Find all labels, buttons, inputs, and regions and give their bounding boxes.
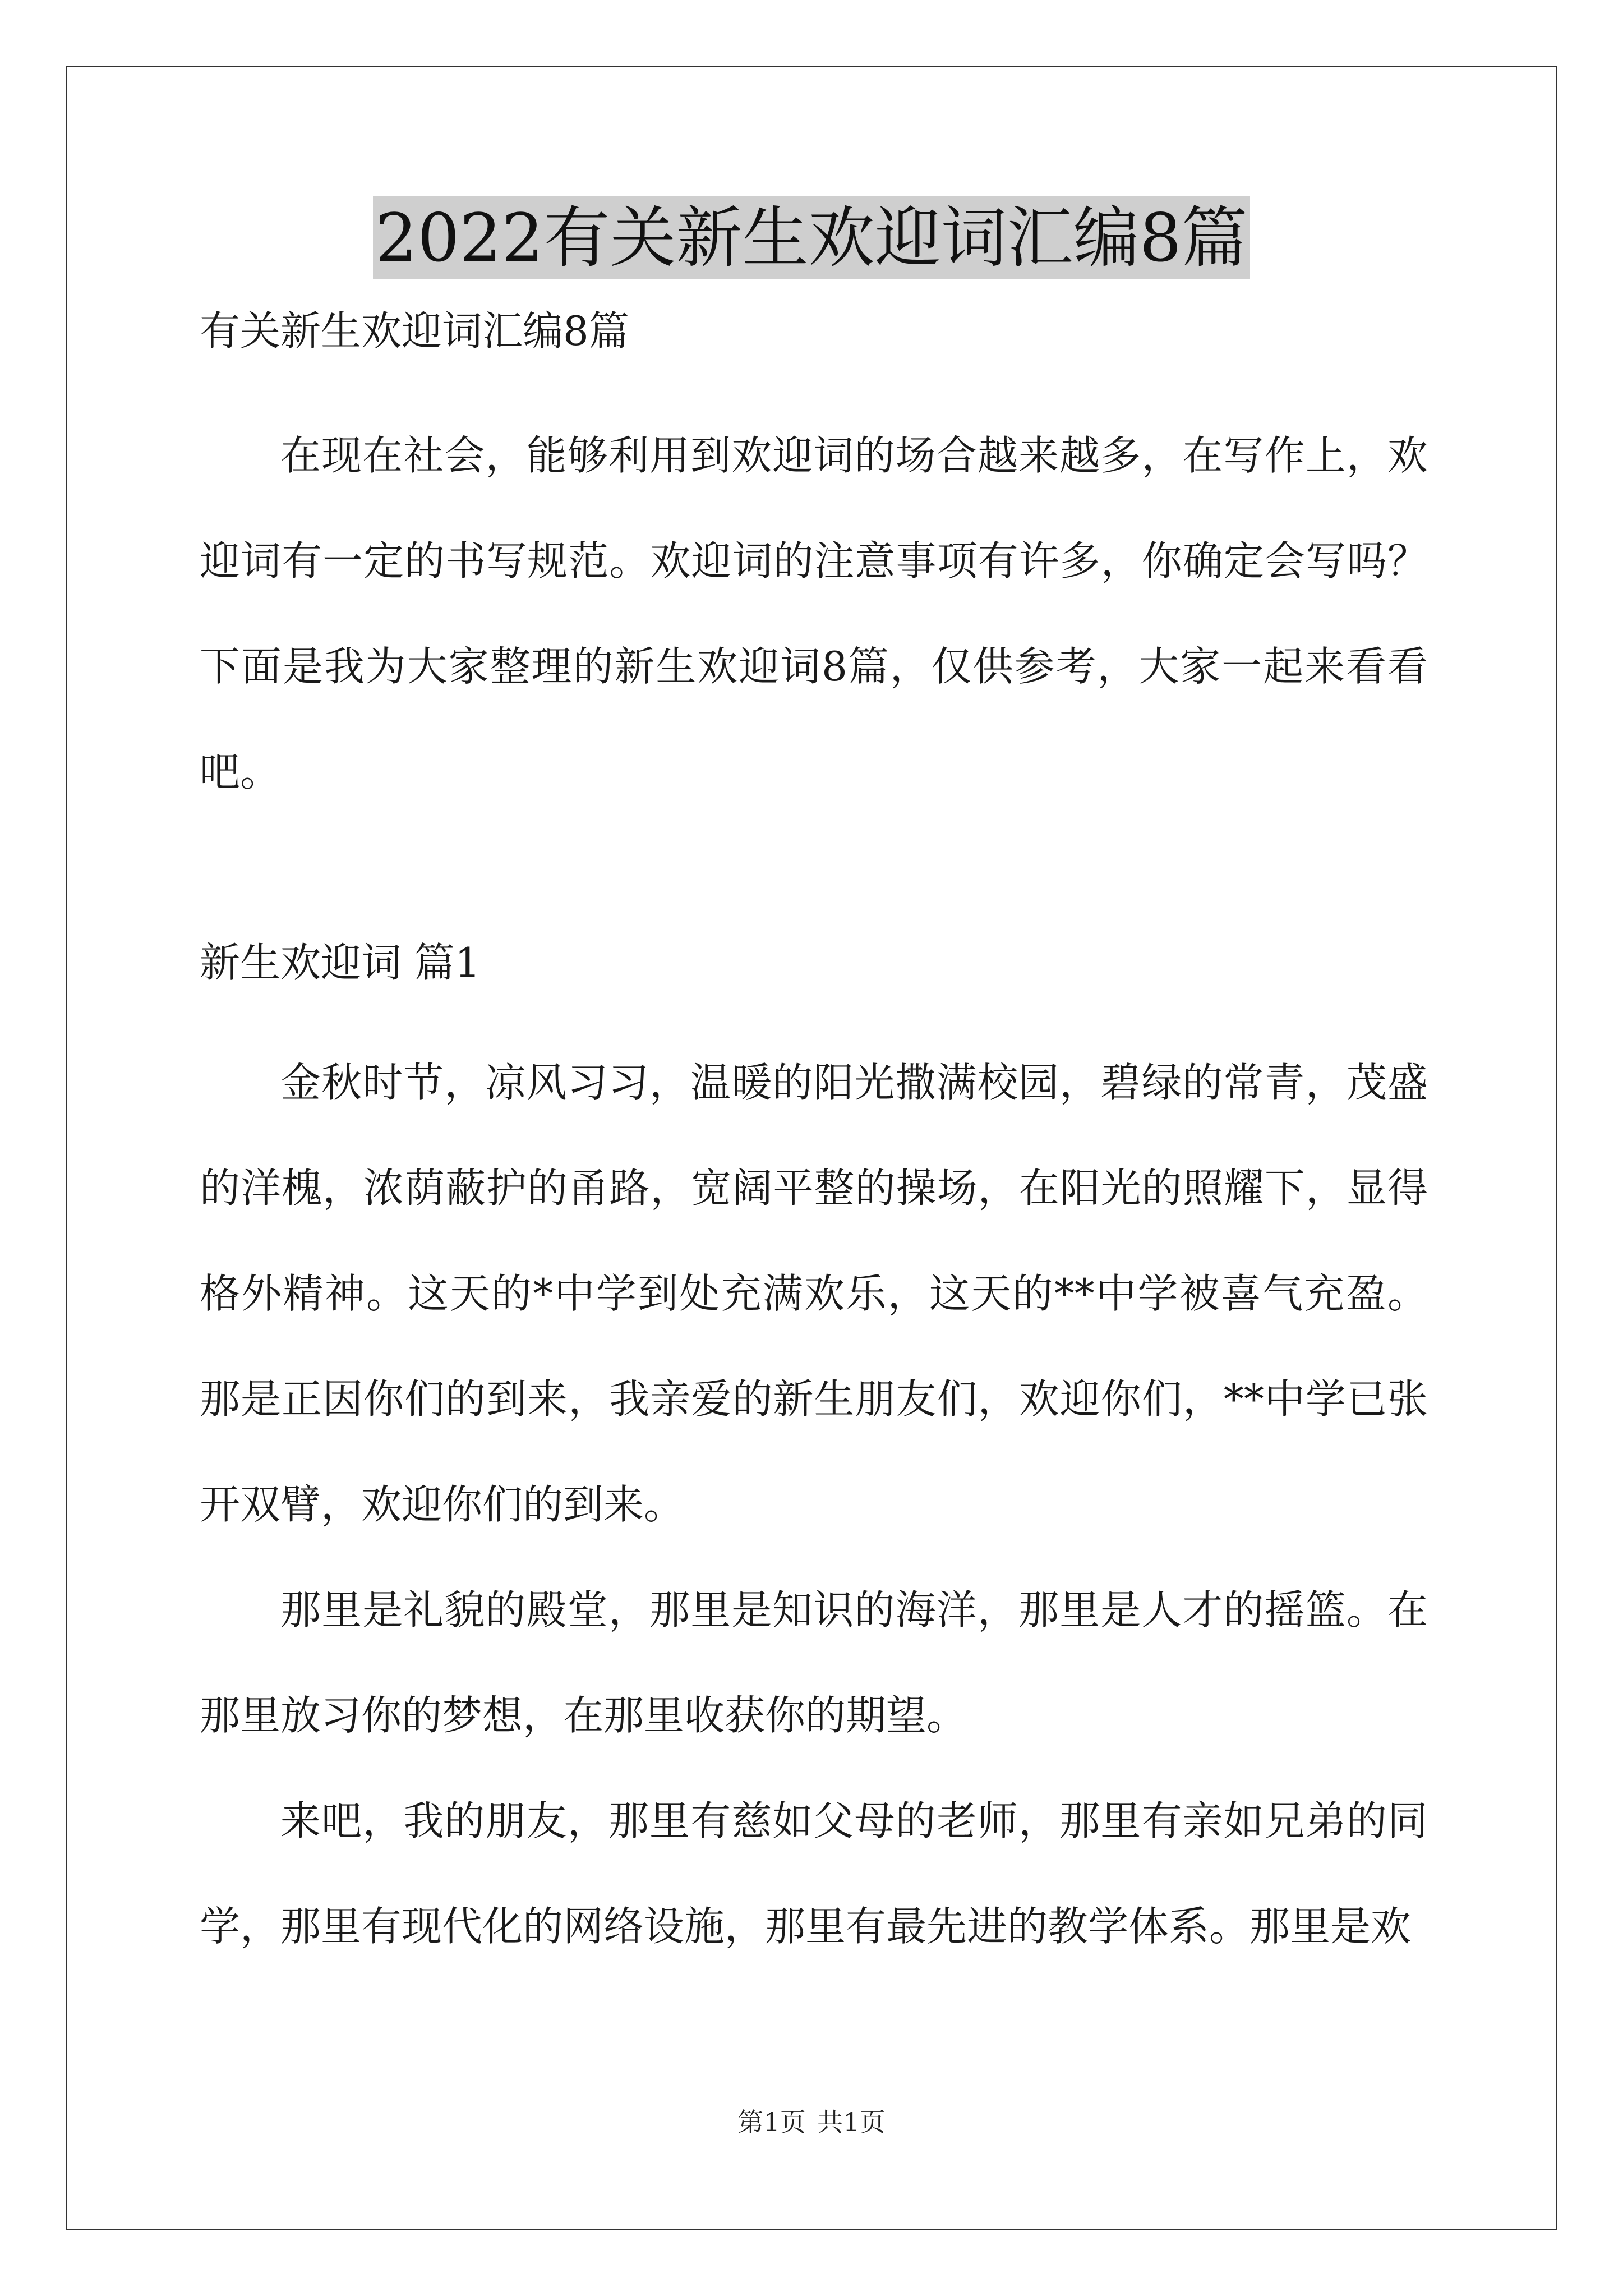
section-heading: 新生欢迎词 篇1 [200, 939, 481, 986]
intro-paragraph: 在现在社会，能够利用到欢迎词的场合越来越多，在写作上，欢迎词有一定的书写规范。欢迎词的注意事项有许多，你确定会写吗？下面是我为大家整理的新生欢迎词8篇，仅供参考，大家一起来看看吧。 [200, 432, 1428, 795]
title-container [0, 196, 1623, 279]
body-paragraph: 那里是礼貌的殿堂，那里是知识的海洋，那里是人才的摇篮。在那里放习你的梦想，在那里收获你的期望。 [200, 1586, 1428, 1739]
document-subtitle: 有关新生欢迎词汇编8篇 [200, 307, 629, 355]
document-title: 2022有关新生欢迎词汇编8篇 [373, 196, 1249, 279]
page-footer: 第1页 共1页 [737, 2107, 886, 2137]
body-paragraph: 来吧，我的朋友，那里有慈如父母的老师，那里有亲如兄弟的同学，那里有现代化的网络设施，那里有最先进的教学体系。那里是欢 [200, 1797, 1428, 1950]
document-body [200, 303, 1428, 1979]
body-paragraph: 金秋时节，凉风习习，温暖的阳光撒满校园，碧绿的常青，茂盛的洋槐，浓荫蔽护的甬路，宽阔平整的操场，在阳光的照耀下，显得格外精神。这天的*中学到处充满欢乐，这天的**中学被喜气充盈。那是正因你们的到来，我亲爱的新生朋友们，欢迎你们，**中学已张开双臂，欢迎你们的到来。 [200, 1059, 1428, 1528]
